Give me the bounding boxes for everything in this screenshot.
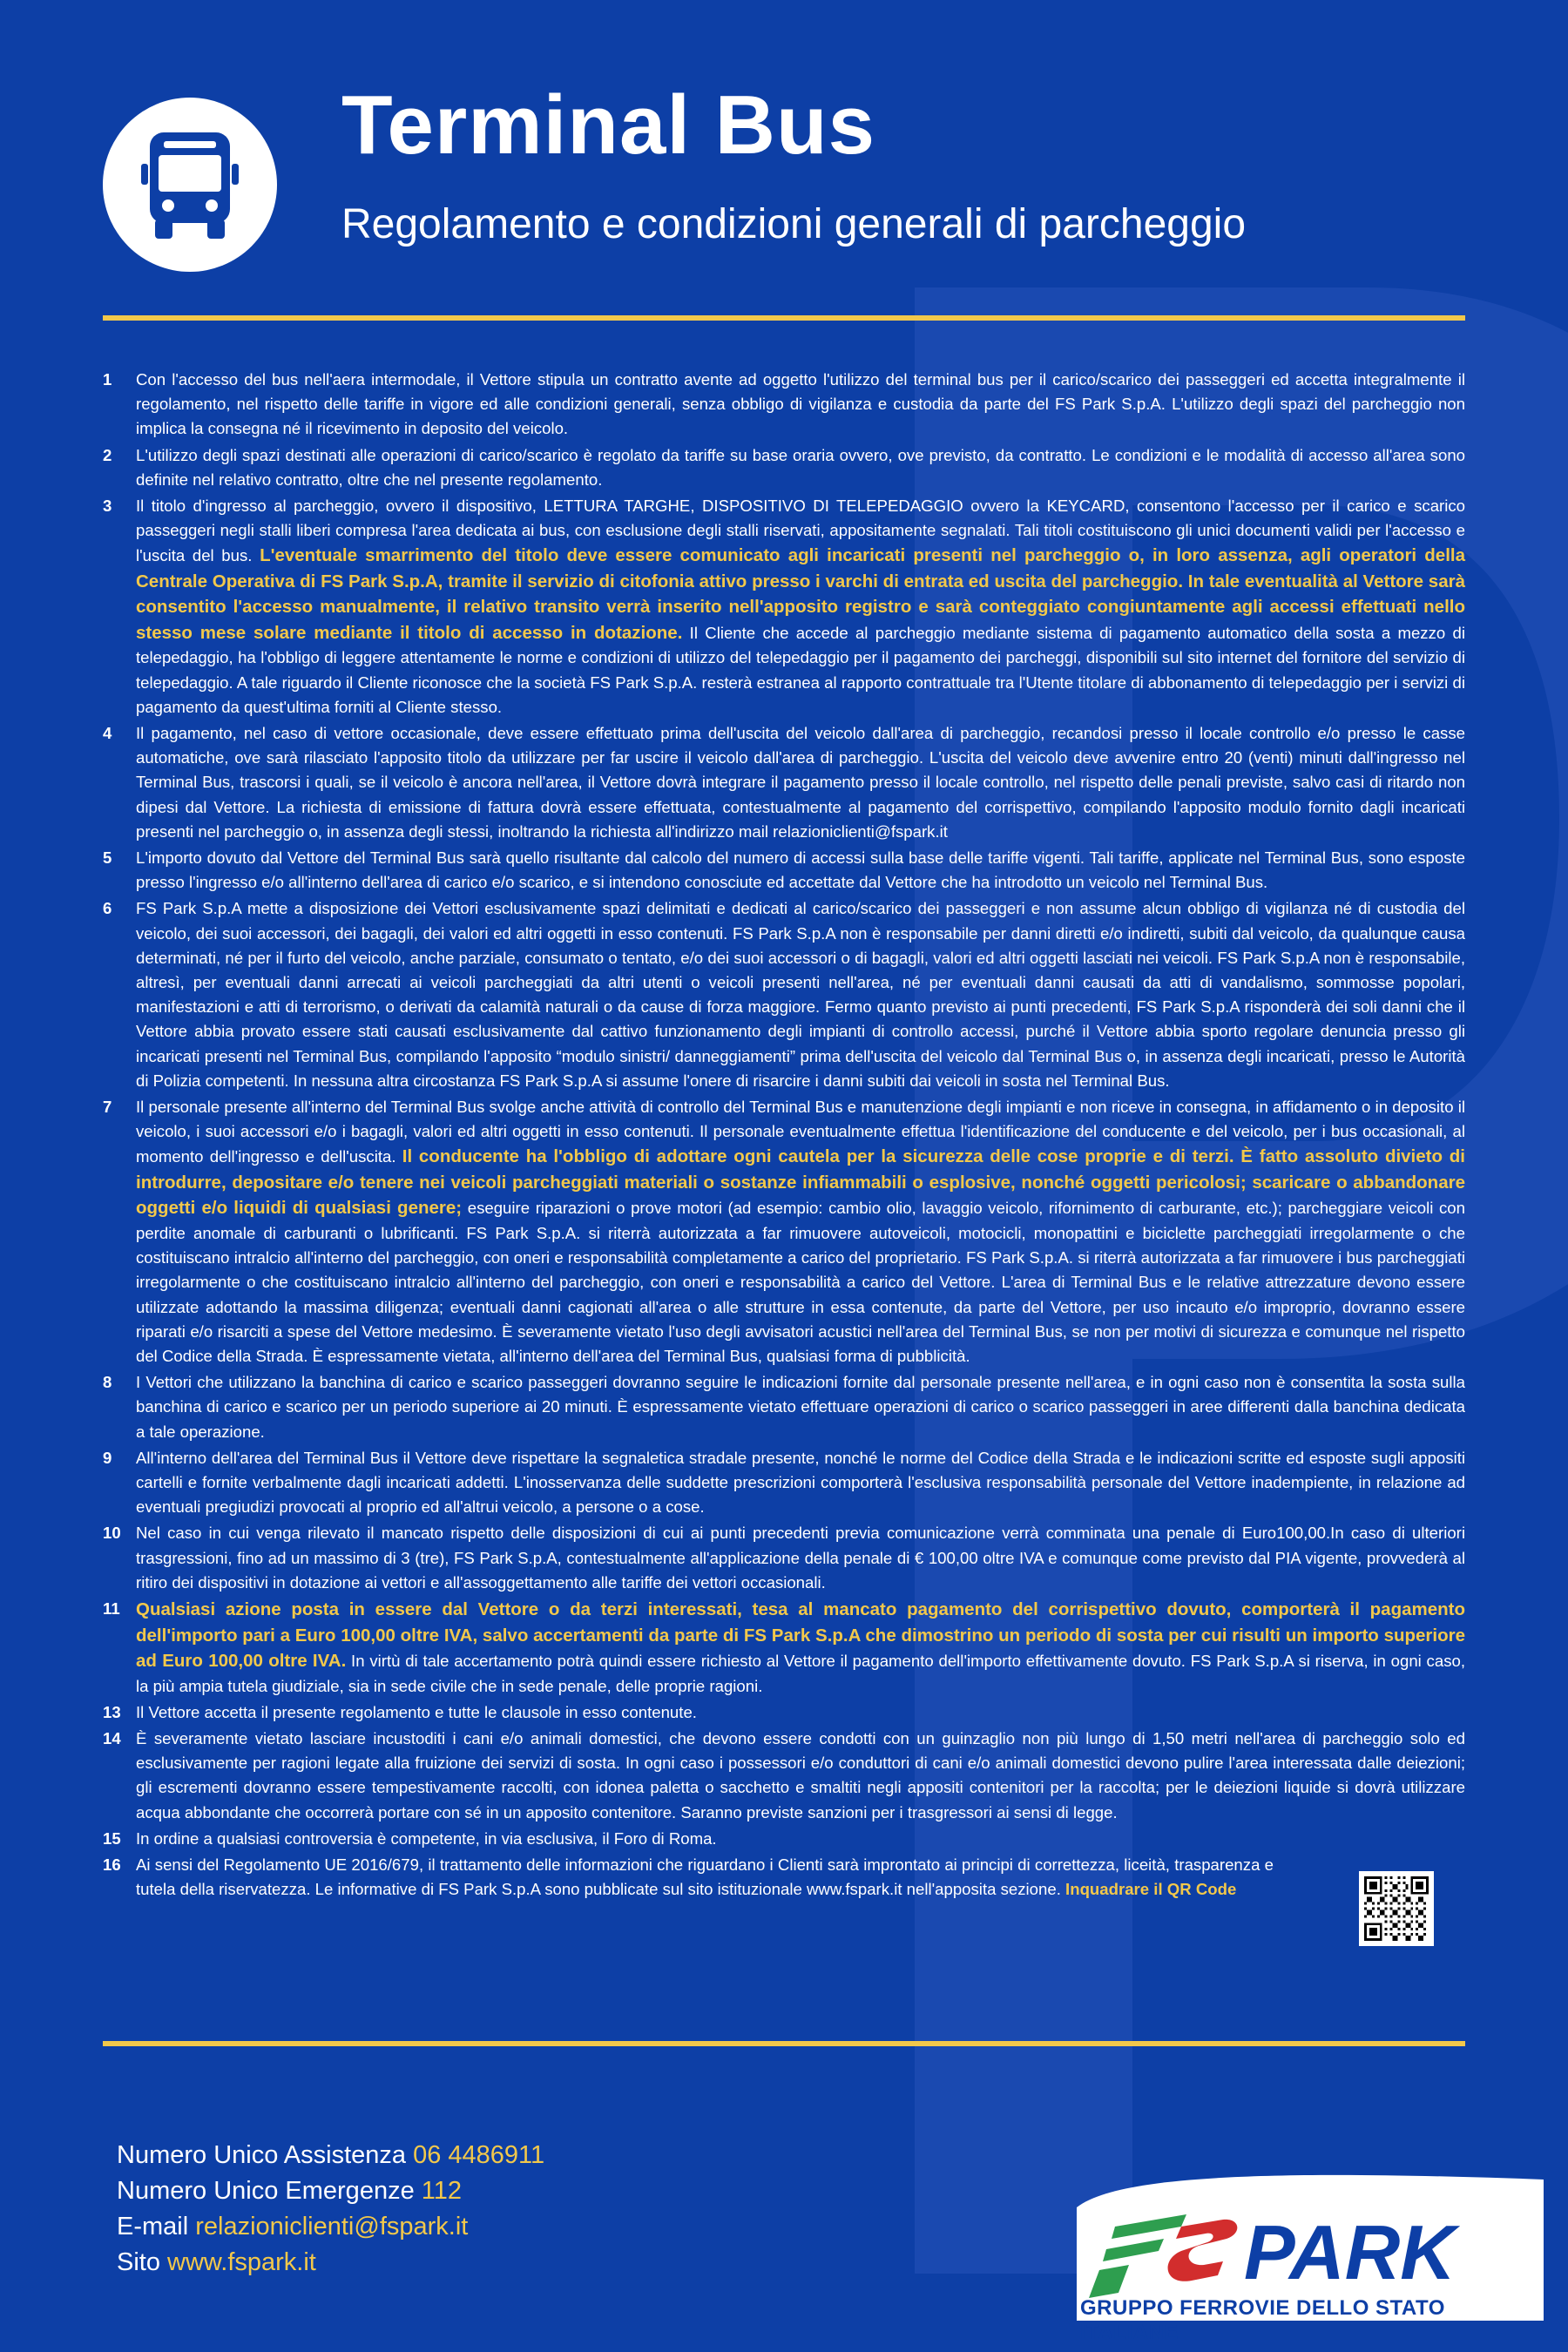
rule-item (103, 1521, 1465, 1595)
contact-label: Sito (117, 2248, 168, 2276)
rules-list (103, 368, 1465, 1903)
rule-item (103, 368, 1465, 442)
rule-highlight: L'eventuale smarrimento del titolo deve essere comunicato agli incaricati presenti nel parcheggio o, in loro assenza, agli operatori della Centrale Operativa di FS Park S.p.A, tramite il servizio di citofonia attivo presso i varchi di entrata ed uscita del parcheggio. In tale eventualità al Vettore sarà consentito l'accesso manualmente, il relativo transito verrà inserito nell'apposito registro e sarà conteggiato congiuntamente agli accessi effettuati nello stesso mese solare mediante il titolo di accesso in dotazione. (136, 545, 1465, 643)
divider-bottom (103, 2041, 1465, 2046)
rule-item (103, 1446, 1465, 1520)
contact-value[interactable]: relazioniclienti@fspark.it (195, 2213, 469, 2240)
page-subtitle: Regolamento e condizioni generali di parcheggio (341, 201, 1247, 247)
rule-text: FS Park S.p.A mette a disposizione dei Vettori esclusivamente spazi delimitati e dedicati al carico/scarico dei passeggeri e non assume alcun obbligo di vigilanza né di custodia del veicolo, dei suoi accessori, dei bagagli, dei valori ed altri oggetti in esso contenuti. FS Park S.p.A non è responsabile per danni diretti e/o indiretti, subiti dal veicolo, da qualunque causa determinati, né per il furto del veicolo, anche parziale, consumato o tentato, e/o dei suoi accessori o di bagagli, valori ed altri oggetti lasciati nei veicoli. FS Park S.p.A non è responsabile, altresì, per eventuali danni arrecati ai veicoli parcheggiati da altri utenti o veicoli presenti nell'area, né per eventuali danni causati da atti di vandalismo, sommosse popolari, manifestazioni e atti di terrorismo, o derivati da calamità naturali o da cause di forza maggiore. Fermo quanto previsto ai punti precedenti, FS Park S.p.A risponderà dei soli danni che il Vettore abbia provato essere stati causati esclusivamente dal cattivo funzionamento degli impianti di controllo accessi, purché il Vettore abbia sporto regolare denuncia presso gli incaricati presenti nel Terminal Bus, compilando l'apposito “modulo sinistri/ danneggiamenti” prima dell'uscita del veicolo dal Terminal Bus o, in assenza degli incaricati, presso le Autorità di Polizia competenti. In nessuna altra circostanza FS Park S.p.A si assume l'onere di risarcire i danni subiti dai veicoli in sosta nel Terminal Bus. (136, 899, 1465, 1090)
rule-highlight: Il conducente ha l'obbligo di adottare ogni cautela per la sicurezza delle cose proprie e di terzi. È fatto assoluto divieto di introdurre, depositare e/o tenere nei veicoli parcheggiati materiali o sostanze infiammabili o esplosive, nonché oggetti pericolosi; scaricare o abbandonare oggetti e/o liquidi di qualsiasi genere; (136, 1146, 1465, 1219)
rule-number: 6 (103, 899, 112, 918)
rule-text: Il Cliente che accede al parcheggio mediante sistema di pagamento automatico della sosta a mezzo di telepedaggio, ha l'obbligo di leggere attentamente le norme e condizioni di utilizzo del telepedaggio per il pagamento dei parcheggi, disponibili sul sito internet del fornitore del servizio di telepedaggio. A tale riguardo il Cliente riconosce che la società FS Park S.p.A. resterà estranea al rapporto contrattuale tra l'Utente titolare di abbonamento di telepedaggio per i servizi di pagamento da quest'ultima forniti al Cliente stesso. (136, 623, 1465, 716)
page-title: Terminal Bus (341, 78, 876, 172)
rule-number: 16 (103, 1855, 121, 1874)
rule-text: I Vettori che utilizzano la banchina di carico e scarico passeggeri dovranno seguire le indicazioni fornite dal personale presente nell'area, e in ogni caso non è consentita la sosta sulla banchina di carico e scarico per un periodo superiore ai 20 minuti. È espressamente vietato effettuare operazioni di carico o scarico passeggeri in aree differenti dalla banchina dedicata a tale operazione. (136, 1373, 1465, 1441)
rule-text: Il pagamento, nel caso di vettore occasionale, deve essere effettuato prima dell'uscita del veicolo dall'area di parcheggio, recandosi presso il locale controllo e/o presso le casse automatiche, ove sarà rilasciato l'apposito titolo da utilizzare per far uscire il veicolo dall'area di parcheggio. L'uscita del veicolo deve avvenire entro 20 (venti) minuti dall'ingresso nel Terminal Bus, trascorsi i quali, se il veicolo è ancora nell'area, il Vettore dovrà integrare il pagamento presso il locale controllo, nel rispetto delle penali previste, salvo casi di ritardo non dipesi dal Vettore. La richiesta di emissione di fattura dovrà essere effettuata, contestualmente al pagamento del corrispettivo, compilando l'apposito modulo fornito dagli incaricati presenti nel parcheggio o, in assenza degli stessi, inoltrando la richiesta all'indirizzo mail relazioniclienti@fspark.it (136, 724, 1465, 841)
rule-item (103, 721, 1465, 844)
contact-label: Numero Unico Assistenza (117, 2141, 414, 2169)
rule-number: 9 (103, 1448, 112, 1467)
contacts-block (117, 2138, 544, 2281)
rule-item (103, 896, 1465, 1093)
logo-brand: PARK (1244, 2209, 1456, 2295)
contact-value: 112 (421, 2177, 462, 2205)
rule-highlight: Qualsiasi azione posta in essere dal Vettore o da terzi interessati, tesa al mancato pagamento del corrispettivo dovuto, comporterà il pagamento dell'importo pari a Euro 100,00 oltre IVA, salvo accertamenti da parte di FS Park S.p.A che dimostrino un periodo di sosta per cui risulti un importo superiore ad Euro 100,00 oltre IVA. (136, 1599, 1465, 1672)
rule-number: 2 (103, 445, 112, 464)
rule-item (103, 1827, 1465, 1851)
rule-number: 13 (103, 1702, 121, 1721)
rule-text: eseguire riparazioni o prove motori (ad esempio: cambio olio, lavaggio veicolo, rifornimento di carburante, etc.); parcheggiare veicoli con perdite anomale di carburanti o lubrificanti. FS Park S.p.A. si riterrà autorizzata a far rimuovere autoveicoli, motocicli, monopattini e biciclette parcheggiati irregolarmente o che costituiscano intralcio all'interno del parcheggio, con oneri e responsabilità completamente a carico del proprietario. FS Park S.p.A. si riterrà autorizzata a far rimuovere i bus parcheggiati irregolarmente o che costituiscano intralcio all'interno del parcheggio, con oneri e responsabilità a carico del Vettore. L'area di Terminal Bus e le relative attrezzature devono essere utilizzate adottando la massima diligenza; eventuali danni cagionati all'area o alle strutture in essa contenute, da parte del Vettore, per uso incauto e/o improprio, dovranno essere riparati e/o risarciti a spese del Vettore medesimo. È severamente vietato l'uso degli avvisatori acustici nell'area del Terminal Bus, se non per motivi di sicurezza e comunque nel rispetto del Codice della Strada. È espressamente vietata, all'interno dell'area del Terminal Bus, qualsiasi forma di pubblicità. (136, 1199, 1465, 1365)
header (0, 0, 1568, 322)
contact-row (117, 2245, 544, 2281)
rule-item (103, 1727, 1465, 1825)
contact-value[interactable]: www.fspark.it (167, 2248, 316, 2276)
rule-text: L'importo dovuto dal Vettore del Terminal Bus sarà quello risultante dal calcolo del numero di accessi sulla base delle tariffe vigenti. Tali tariffe, applicate nel Terminal Bus, sono esposte presso l'ingresso e/o all'interno dell'area di carico e/o scarico, e si intendono conosciute ed accettate dal Vettore che ha introdotto un veicolo nel Terminal Bus. (136, 848, 1465, 892)
rule-item (103, 1700, 1465, 1725)
rule-item (103, 443, 1465, 492)
rule-text: Nel caso in cui venga rilevato il mancato rispetto delle disposizioni di cui ai punti precedenti previa comunicazione verrà comminata una penale di Euro100,00.In caso di ulteriori trasgressioni, fino ad un massimo di 3 (tre), FS Park S.p.A, contestualmente all'applicazione della penale di € 100,00 oltre IVA e comunque come previsto dal PIA vigente, provvederà al ritiro dei dispositivi in dotazione ai vettori e all'assoggettamento alle tariffe dei vettori occasionali. (136, 1524, 1465, 1592)
rule-item (103, 1370, 1465, 1444)
rule-number: 8 (103, 1373, 112, 1392)
rule-number: 5 (103, 848, 112, 868)
rule-number: 3 (103, 497, 112, 516)
rule-text: In ordine a qualsiasi controversia è competente, in via esclusiva, il Foro di Roma. (136, 1828, 717, 1848)
rule-item (103, 846, 1465, 895)
contact-value: 06 4486911 (413, 2141, 545, 2169)
rule-number: 15 (103, 1828, 121, 1848)
contact-row (117, 2209, 544, 2245)
rule-item (103, 1597, 1465, 1699)
rule-text: All'interno dell'area del Terminal Bus il Vettore deve rispettare la segnaletica stradale presente, nonché le norme del Codice della Strada e le indicazioni scritte ed esposte sugli appositi cartelli e fornite verbalmente dagli incaricati addetti. L'inosservanza delle suddette prescrizioni comporterà l'esclusiva responsabilità personale del Vettore inadempiente, in relazione ad eventuali pregiudizi provocati al proprio ed all'altrui veicolo, a persone o a cose. (136, 1448, 1465, 1517)
rule-item (103, 1095, 1465, 1369)
contact-row (117, 2138, 544, 2173)
rule-text: L'utilizzo degli spazi destinati alle operazioni di carico/scarico è regolato da tariffe su base oraria ovvero, ove previsto, da contratto. Le condizioni e le modalità di accesso all'area sono definite nel relativo contratto, oltre che nel presente regolamento. (136, 445, 1465, 489)
rule-number: 10 (103, 1524, 121, 1543)
rule-text: È severamente vietato lasciare incustoditi i cani e/o animali domestici, che devono essere condotti con un guinzaglio non più lungo di 1,50 metri nell'area di parcheggio solo ed esclusivamente per ragioni legate alla fruizione dei servizi di sosta. In ogni caso i possessori e/o conduttori di cani e/o animali domestici devono pulire l'area interessata dalle deiezioni; gli escrementi dovranno essere tempestivamente raccolti, con idonea paletta o sacchetto e smaltiti negli appositi contenitori per la raccolta; per le deiezioni liquide si dovrà utilizzare acqua abbondante che occorrerà portare con sé in un apposito contenitore. Saranno previste sanzioni per i trasgressori ai sensi di legge. (136, 1728, 1465, 1821)
bus-badge (103, 98, 277, 272)
rule-number: 7 (103, 1098, 112, 1117)
qr-code-graphic (1364, 1876, 1429, 1941)
divider-top (103, 315, 1465, 321)
contact-label: Numero Unico Emergenze (117, 2177, 422, 2205)
rule-text: Con l'accesso del bus nell'aera intermodale, il Vettore stipula un contratto avente ad oggetto l'utilizzo del terminal bus per il carico/scarico dei passeggeri ed accetta integralmente il regolamento, nel rispetto delle tariffe in vigore ed alle condizioni generali, senza obbligo di vigilanza e custodia da parte del FS Park S.p.A. L'utilizzo degli spazi del parcheggio non implica la consegna né il ricevimento in deposito del veicolo. (136, 370, 1465, 438)
qr-code-link[interactable]: Inquadrare il QR Code (1065, 1880, 1237, 1899)
contact-row (117, 2173, 544, 2209)
rule-text: Il titolo d'ingresso al parcheggio, ovvero il dispositivo, LETTURA TARGHE, DISPOSITIVO DI TELEPEDAGGIO ovvero la KEYCARD, consentono l'accesso per il carico e scarico passeggeri negli stalli liberi compresa l'area dedicata ai bus, con esclusione degli stalli riservati, appositamente segnalati. Tali titoli costituiscono gli unici documenti validi per l'accesso e l'uscita del bus. (136, 497, 1465, 565)
rule-item (103, 494, 1465, 720)
rule-number: 4 (103, 724, 112, 743)
rule-item (103, 1853, 1465, 1902)
rule-number: 11 (103, 1599, 120, 1619)
rule-text: Ai sensi del Regolamento UE 2016/679, il trattamento delle informazioni che riguardano i Clienti sarà improntato ai principi di correttezza, liceità, trasparenza e tutela della riservatezza. Le informative di FS Park S.p.A sono pubblicate sul sito istituzionale www.fspark.it nell'apposita sezione. (136, 1855, 1274, 1899)
rule-number: 14 (103, 1728, 121, 1747)
rule-number: 1 (103, 370, 112, 389)
bus-icon (138, 129, 242, 242)
rule-text: Il Vettore accetta il presente regolamento e tutte le clausole in esso contenute. (136, 1702, 697, 1721)
rule-text: In virtù di tale accertamento potrà quindi essere richiesto al Vettore il pagamento dell'importo effettivamente dovuto. FS Park S.p.A si riserva, in ogni caso, la più ampia tutela giudiziale, sia in sede civile che in sede penale, delle proprie ragioni. (136, 1652, 1465, 1695)
contact-label: E-mail (117, 2213, 196, 2240)
logo-tagline: GRUPPO FERROVIE DELLO STATO ITALIANE (1080, 2296, 1445, 2344)
rule-text: Il personale presente all'interno del Terminal Bus svolge anche attività di controllo del Terminal Bus e manutenzione degli impianti e non riceve in consegna, in affidamento o in deposito il veicolo, i suoi accessori e/o i bagagli, valori ed altri oggetti in esso contenuti. Il personale eventualmente effettua l'identificazione del conducente e del veicolo, per i bus occasionali, al momento dell'ingresso e dell'uscita. (136, 1098, 1465, 1166)
qr-code-icon[interactable] (1359, 1871, 1434, 1946)
